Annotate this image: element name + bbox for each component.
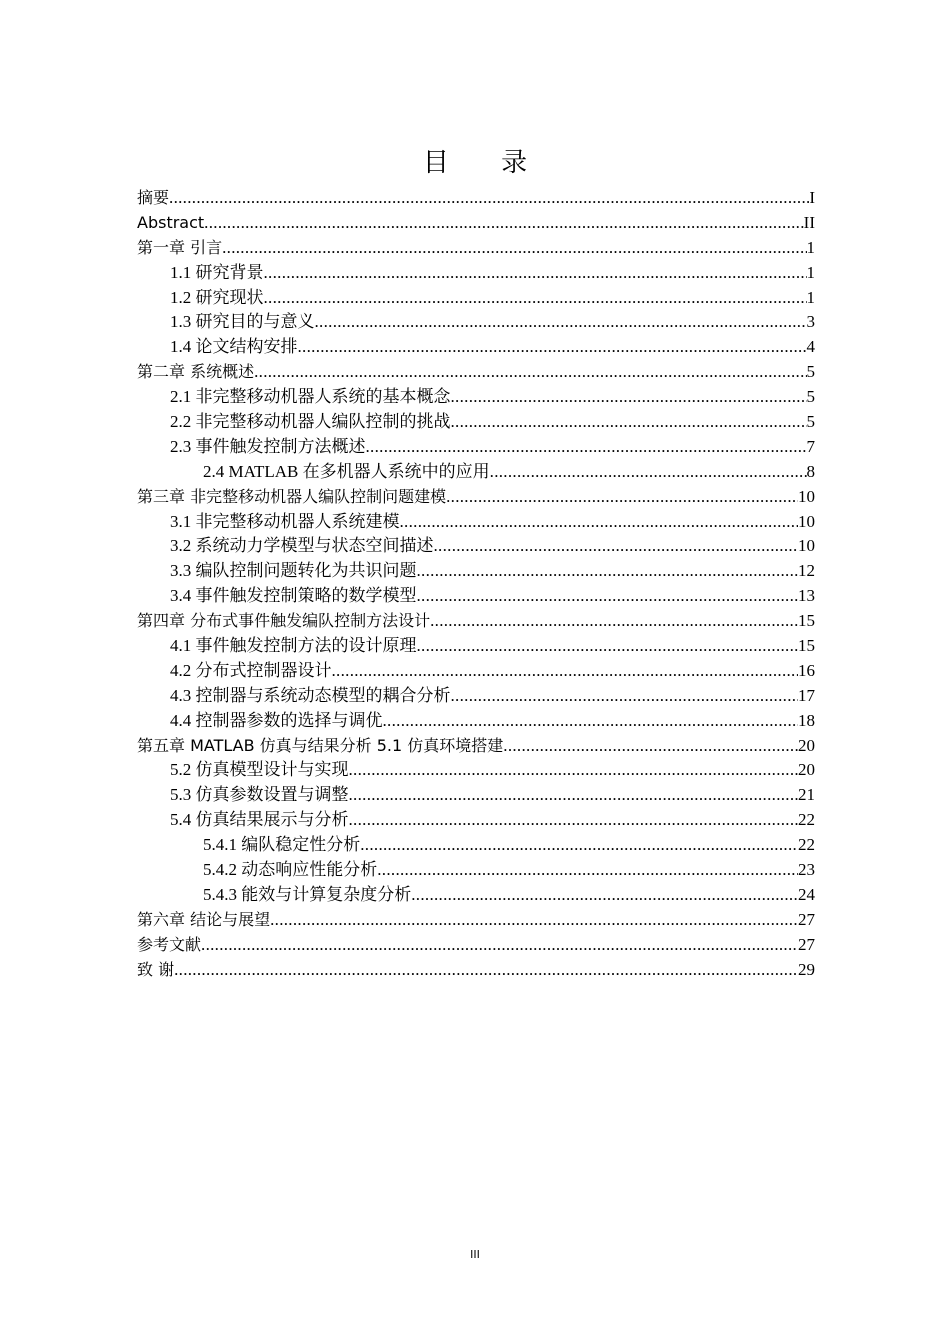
toc-dot-leader — [451, 684, 799, 709]
toc-entry-page: 16 — [798, 660, 815, 680]
toc-entry[interactable] — [137, 360, 815, 385]
toc-entry-page: 1 — [806, 262, 815, 282]
toc-dot-leader — [417, 584, 799, 609]
toc-dot-leader — [349, 783, 799, 808]
toc-entry-title: 5.3 仿真参数设置与调整 — [170, 785, 349, 805]
toc-entry[interactable] — [137, 485, 815, 510]
toc-entry-title: 4.1 事件触发控制方法的设计原理 — [170, 636, 417, 656]
toc-entry-title: 2.1 非完整移动机器人系统的基本概念 — [170, 387, 451, 407]
toc-entry-title: 第三章 非完整移动机器人编队控制问题建模 — [137, 486, 447, 506]
toc-entry-title: 4.3 控制器与系统动态模型的耦合分析 — [170, 685, 451, 705]
toc-dot-leader — [417, 559, 799, 584]
toc-entry[interactable] — [137, 684, 815, 709]
toc-dot-leader — [349, 808, 799, 833]
toc-entry-title: 第二章 系统概述 — [137, 362, 255, 382]
toc-entry-page: 20 — [798, 735, 815, 755]
toc-entry-page: 18 — [798, 710, 815, 730]
toc-entry-page: II — [803, 212, 815, 232]
toc-dot-leader — [360, 833, 798, 858]
toc-entry-title: 3.3 编队控制问题转化为共识问题 — [170, 561, 417, 581]
toc-entry-title: 5.4.2 动态响应性能分析 — [203, 860, 378, 880]
toc-entry-title: 3.1 非完整移动机器人系统建模 — [170, 511, 400, 531]
toc-entry-title: Abstract — [137, 212, 205, 232]
toc-entry[interactable] — [137, 534, 815, 559]
toc-entry-page: 15 — [798, 611, 815, 631]
toc-dot-leader — [169, 186, 809, 211]
toc-dot-leader — [430, 609, 798, 634]
toc-entry-title: 第六章 结论与展望 — [137, 909, 271, 929]
toc-entry-page: I — [809, 188, 815, 207]
toc-entry-page: 5 — [806, 412, 815, 432]
toc-dot-leader — [201, 933, 798, 958]
toc-entry-page: 7 — [806, 436, 815, 456]
toc-entry[interactable] — [137, 709, 815, 734]
toc-entry-title: 摘要 — [137, 188, 170, 207]
toc-entry[interactable] — [137, 335, 815, 360]
toc-entry-page: 24 — [798, 884, 815, 904]
toc-dot-leader — [434, 534, 799, 559]
toc-entry-title: 第五章 MATLAB 仿真与结果分析 5.1 仿真环境搭建 — [137, 735, 504, 755]
toc-entry-title: 3.4 事件触发控制策略的数学模型 — [170, 586, 417, 606]
toc-dot-leader — [383, 709, 799, 734]
toc-entry[interactable] — [137, 908, 815, 933]
toc-dot-leader — [222, 236, 806, 261]
toc-entry[interactable] — [137, 933, 815, 958]
toc-entry-title: 5.4.1 编队稳定性分析 — [203, 835, 361, 855]
toc-entry[interactable] — [137, 808, 815, 833]
toc-dot-leader — [174, 958, 798, 983]
page-title: 目 录 — [422, 148, 550, 178]
toc-entry[interactable] — [137, 559, 815, 584]
toc-entry-title: 2.2 非完整移动机器人编队控制的挑战 — [170, 412, 451, 432]
toc-entry-page: 15 — [798, 636, 815, 656]
toc-dot-leader — [451, 410, 807, 435]
toc-entry-page: 3 — [806, 312, 815, 332]
toc-dot-leader — [332, 659, 799, 684]
toc-entry-page: 29 — [798, 959, 815, 979]
toc-entry[interactable] — [137, 286, 815, 311]
toc-dot-leader — [377, 858, 798, 883]
toc-dot-leader — [270, 908, 798, 933]
toc-entry-page: 8 — [806, 461, 815, 481]
toc-entry-page: 23 — [798, 860, 815, 880]
toc-entry-page: 13 — [798, 586, 815, 606]
toc-entry[interactable] — [137, 410, 815, 435]
toc-entry[interactable] — [137, 385, 815, 410]
toc-entry[interactable] — [137, 460, 815, 485]
toc-entry-title: 1.3 研究目的与意义 — [170, 312, 315, 332]
toc-entry[interactable] — [137, 435, 815, 460]
toc-entry[interactable] — [137, 734, 815, 759]
toc-dot-leader — [490, 460, 807, 485]
toc-entry[interactable] — [137, 958, 815, 983]
toc-entry-title: 5.4.3 能效与计算复杂度分析 — [203, 884, 412, 904]
toc-entry-page: 22 — [798, 810, 815, 830]
toc-entry[interactable] — [137, 858, 815, 883]
toc-entry[interactable] — [137, 186, 815, 211]
toc-entry-title: 第四章 分布式事件触发编队控制方法设计 — [137, 611, 431, 631]
toc-dot-leader — [264, 261, 807, 286]
toc-entry[interactable] — [137, 211, 815, 236]
toc-entry[interactable] — [137, 783, 815, 808]
toc-entry[interactable] — [137, 758, 815, 783]
toc-entry-page: 22 — [798, 835, 815, 855]
toc-dot-leader — [417, 634, 799, 659]
toc-dot-leader — [298, 335, 807, 360]
page-number: III — [470, 1248, 480, 1261]
toc-entry-page: 4 — [806, 337, 815, 357]
toc-entry-title: 5.2 仿真模型设计与实现 — [170, 760, 349, 780]
toc-entry[interactable] — [137, 510, 815, 535]
toc-entry-page: 1 — [806, 287, 815, 307]
toc-dot-leader — [451, 385, 807, 410]
toc-entry-page: 1 — [806, 237, 815, 257]
toc-dot-leader — [264, 286, 807, 311]
toc-entry-page: 10 — [798, 511, 815, 531]
toc-entry-title: 1.4 论文结构安排 — [170, 337, 298, 357]
toc-entry-title: 5.4 仿真结果展示与分析 — [170, 810, 349, 830]
toc-dot-leader — [204, 211, 804, 236]
toc-entry-title: 第一章 引言 — [137, 237, 223, 257]
toc-entry-page: 12 — [798, 561, 815, 581]
toc-entry-page: 10 — [798, 486, 815, 506]
toc-entry-title: 致 谢 — [137, 959, 175, 979]
toc-entry-title: 1.1 研究背景 — [170, 262, 264, 282]
toc-entry-title: 2.4 MATLAB 在多机器人系统中的应用 — [203, 461, 490, 481]
toc-entry-title: 2.3 事件触发控制方法概述 — [170, 436, 366, 456]
toc-entry-page: 27 — [798, 934, 815, 954]
toc-entry-title: 4.4 控制器参数的选择与调优 — [170, 710, 383, 730]
toc-dot-leader — [349, 758, 799, 783]
toc-entry[interactable] — [137, 833, 815, 858]
toc-entry[interactable] — [137, 584, 815, 609]
toc-dot-leader — [446, 485, 798, 510]
toc-entry-page: 10 — [798, 536, 815, 556]
toc-entry[interactable] — [137, 609, 815, 634]
toc-entry[interactable] — [137, 310, 815, 335]
toc-entry-page: 17 — [798, 685, 815, 705]
toc-entry[interactable] — [137, 634, 815, 659]
toc-entry-page: 27 — [798, 909, 815, 929]
toc-entry-title: 1.2 研究现状 — [170, 287, 264, 307]
toc-dot-leader — [254, 360, 806, 385]
toc-entry-page: 21 — [798, 785, 815, 805]
toc-entry-page: 5 — [806, 362, 815, 382]
toc-dot-leader — [400, 510, 799, 535]
toc-entry[interactable] — [137, 659, 815, 684]
toc-entry-title: 参考文献 — [137, 934, 202, 954]
toc-entry[interactable] — [137, 261, 815, 286]
toc-dot-leader — [366, 435, 807, 460]
toc-entry-title: 4.2 分布式控制器设计 — [170, 660, 332, 680]
toc-entry[interactable] — [137, 883, 815, 908]
toc-entry[interactable] — [137, 236, 815, 261]
toc-entry-page: 20 — [798, 760, 815, 780]
toc-dot-leader — [315, 310, 807, 335]
table-of-contents — [137, 186, 815, 983]
toc-dot-leader — [503, 734, 798, 759]
toc-dot-leader — [411, 883, 798, 908]
toc-entry-page: 5 — [806, 387, 815, 407]
toc-entry-title: 3.2 系统动力学模型与状态空间描述 — [170, 536, 434, 556]
